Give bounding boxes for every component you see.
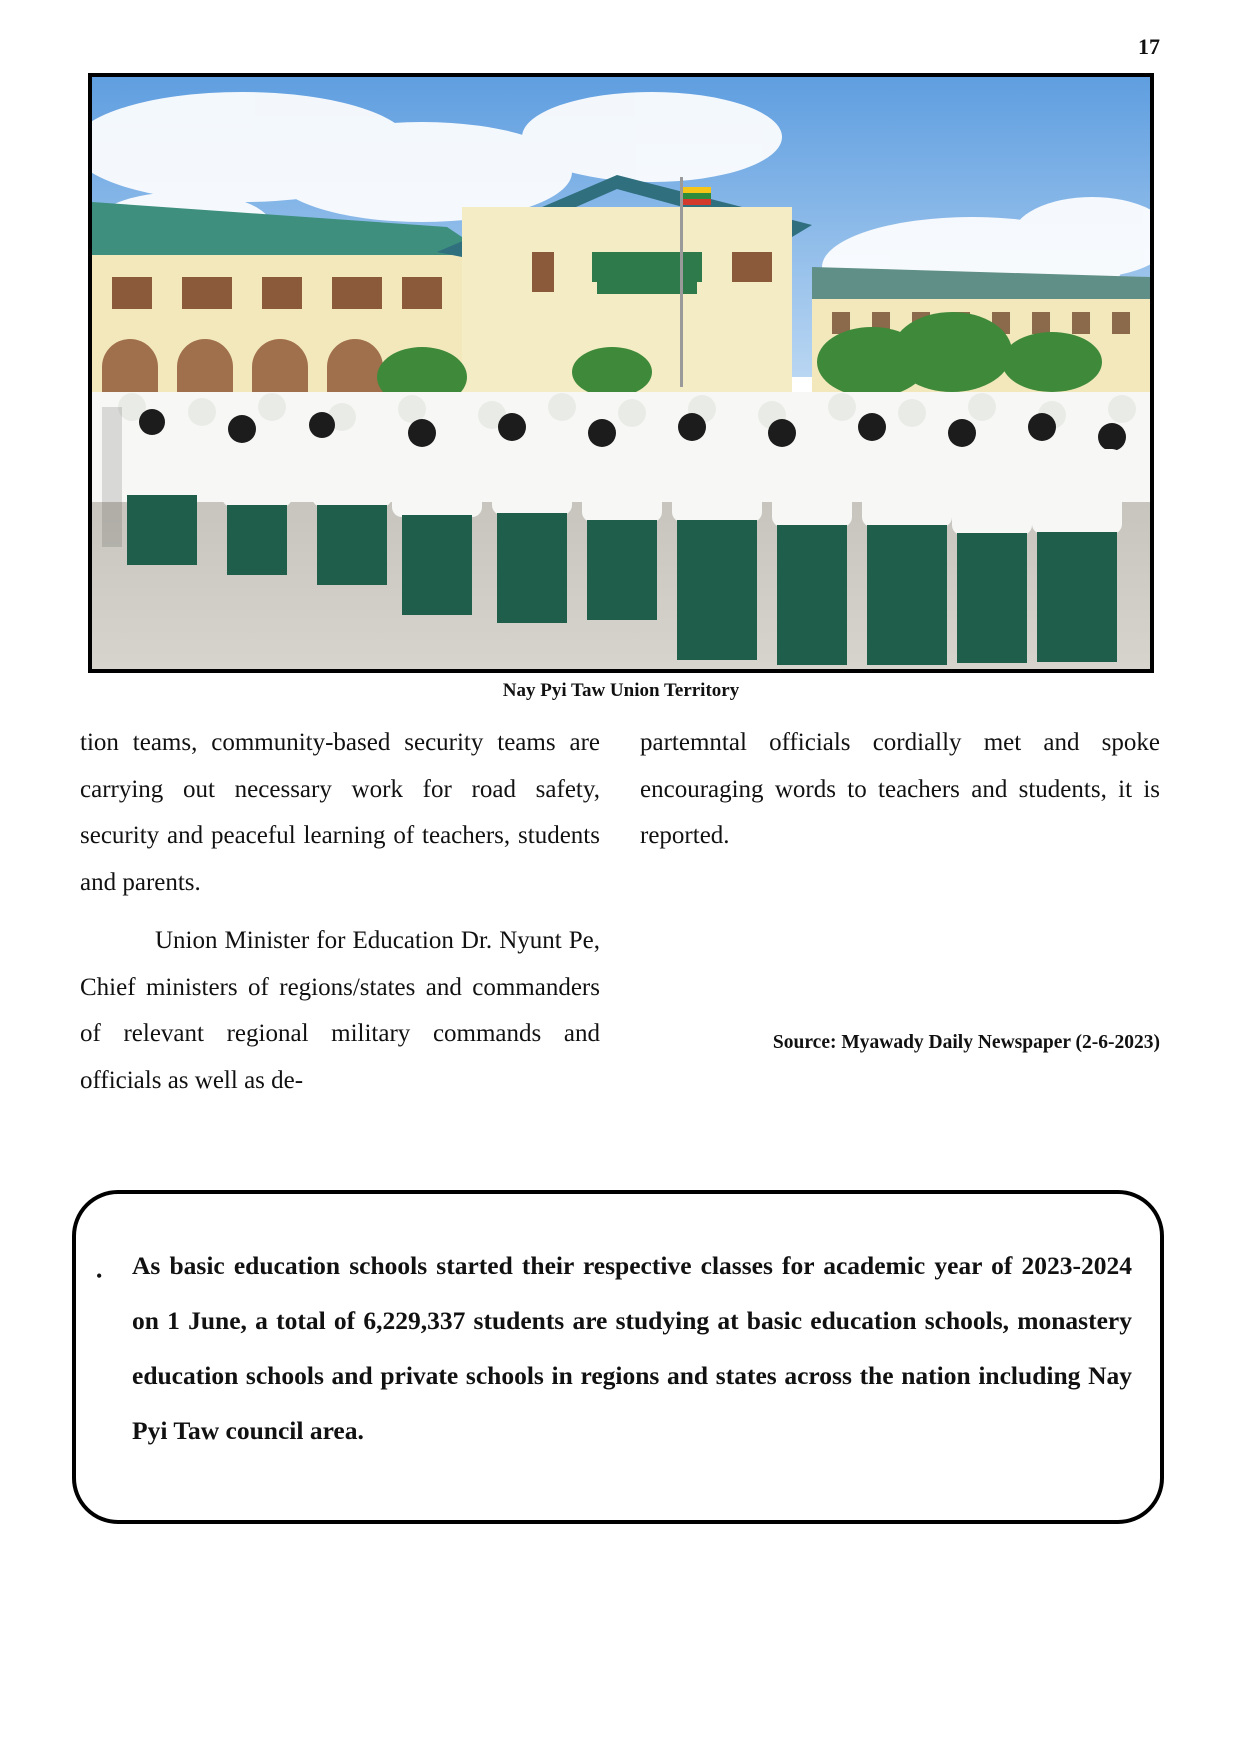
article-column-right <box>640 720 1160 860</box>
article-paragraph: partemntal officials cordially met and spoke encouraging words to teachers and students, it is reported. <box>640 729 1160 849</box>
page-number: 17 <box>1138 34 1160 59</box>
source-citation: Source: Myawady Daily Newspaper (2-6-2023) <box>772 1032 1160 1053</box>
photo-caption: Nay Pyi Taw Union Territory <box>502 680 740 701</box>
article-paragraph: tion teams, community-based security teams are carrying out necessary work for road safety, security and peaceful learning of teachers, students and parents. <box>80 729 600 896</box>
article-paragraph: Union Minister for Education Dr. Nyunt Pe, Chief ministers of regions/states and commanders of relevant regional military commands and officials as well as de- <box>80 927 600 1094</box>
bullet-icon: • <box>96 1266 103 1286</box>
highlight-box <box>72 1190 1164 1524</box>
school-assembly-illustration <box>92 77 1150 669</box>
highlight-text: As basic education schools started their respective classes for academic year of 2023-2024 on 1 June, a total of 6,229,337 students are studying at basic education schools, monastery education schools and private schools in regions and states across the nation including Nay Pyi Taw council area. <box>132 1251 1132 1445</box>
school-assembly-photo <box>88 73 1154 673</box>
article-column-left <box>80 720 600 1104</box>
